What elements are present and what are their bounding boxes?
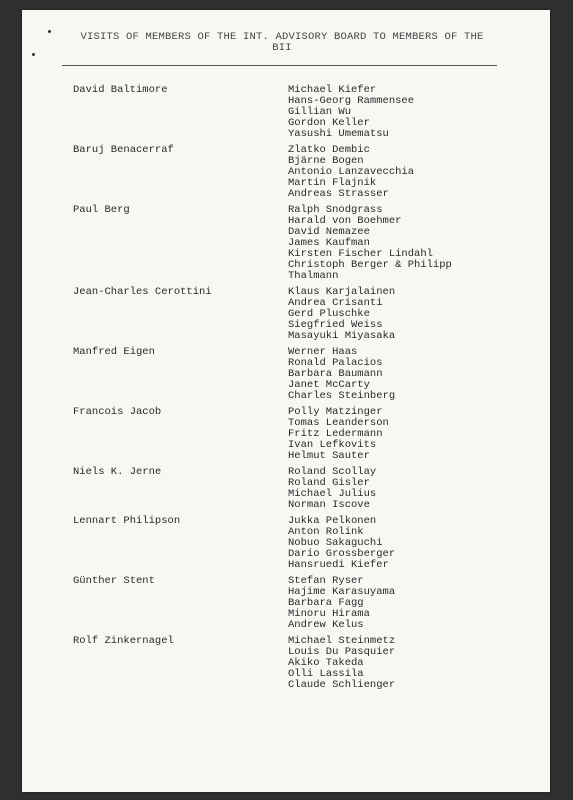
visitor-name: Yasushi Umematsu — [288, 128, 389, 140]
visitor-name: Siegfried Weiss — [288, 319, 383, 331]
visitor-name: Zlatko Dembic — [288, 144, 370, 156]
visitor-list — [288, 145, 550, 200]
board-member-name: Lennart Philipson — [73, 515, 181, 527]
visitor-list — [288, 516, 550, 571]
visitor-list — [288, 287, 550, 342]
visitor-name: Nobuo Sakaguchi — [288, 537, 383, 549]
visitor-name: Louis Du Pasquier — [288, 646, 396, 658]
visitor-name: Barbara Baumann — [288, 368, 383, 380]
board-member-entry — [22, 516, 550, 571]
visitor-name: Janet McCarty — [288, 379, 370, 391]
visitor-name: Michael Kiefer — [288, 84, 377, 96]
board-member-entry — [22, 205, 550, 282]
visitor-list — [288, 205, 550, 282]
visitor-list — [288, 576, 550, 631]
board-member-entry — [22, 576, 550, 631]
board-member-name: Manfred Eigen — [73, 346, 155, 358]
visitor-name: Gordon Keller — [288, 117, 370, 129]
visitor-name: Hajime Karasuyama — [288, 586, 396, 598]
visitor-name: Anton Rolink — [288, 526, 364, 538]
visitor-name: Martin Flajnik — [288, 177, 377, 189]
board-member-entry — [22, 145, 550, 200]
board-member-name: Paul Berg — [73, 204, 130, 216]
board-member-entry — [22, 85, 550, 140]
punch-mark — [32, 53, 35, 56]
visitor-name: Tomas Leanderson — [288, 417, 389, 429]
visitor-name: Barbara Fagg — [288, 597, 364, 609]
visitor-name: Hansruedi Kiefer — [288, 559, 389, 571]
visitor-name: Gillian Wu — [288, 106, 352, 118]
visitor-name: Werner Haas — [288, 346, 358, 358]
visitor-name: Ronald Palacios — [288, 357, 383, 369]
visitor-name: Hans-Georg Rammensee — [288, 95, 415, 107]
visitor-name: Andreas Strasser — [288, 188, 389, 200]
visitor-name: Christoph Berger & Philipp — [288, 259, 452, 271]
visits-list — [22, 85, 550, 696]
board-member-name: Jean-Charles Cerottini — [73, 286, 212, 298]
visitor-name: Claude Schlienger — [288, 679, 396, 691]
visitor-list — [288, 407, 550, 462]
visitor-name: Dario Grossberger — [288, 548, 396, 560]
visitor-name: Andrew Kelus — [288, 619, 364, 631]
visitor-name: Jukka Pelkonen — [288, 515, 377, 527]
board-member-entry — [22, 407, 550, 462]
visitor-name: Stefan Ryser — [288, 575, 364, 587]
visitor-name: Masayuki Miyasaka — [288, 330, 396, 342]
visitor-name: Akiko Takeda — [288, 657, 364, 669]
visitor-name: Bjärne Bogen — [288, 155, 364, 167]
board-member-name: David Baltimore — [73, 84, 168, 96]
visitor-name: Fritz Ledermann — [288, 428, 383, 440]
visitor-name: Olli Lassila — [288, 668, 364, 680]
visitor-name: Ralph Snodgrass — [288, 204, 383, 216]
board-member-entry — [22, 636, 550, 691]
visitor-name: Harald von Boehmer — [288, 215, 402, 227]
visitor-name: Andrea Crisanti — [288, 297, 383, 309]
visitor-name: Roland Scollay — [288, 466, 377, 478]
visitor-name: Antonio Lanzavecchia — [288, 166, 415, 178]
board-member-name: Niels K. Jerne — [73, 466, 162, 478]
visitor-name: Kirsten Fischer Lindahl — [288, 248, 433, 260]
visitor-name: Gerd Pluschke — [288, 308, 370, 320]
board-member-name: Rolf Zinkernagel — [73, 635, 174, 647]
visitor-name: Michael Julius — [288, 488, 377, 500]
visitor-list — [288, 85, 550, 140]
board-member-name: Francois Jacob — [73, 406, 162, 418]
visitor-name: Minoru Hirama — [288, 608, 370, 620]
board-member-name: Günther Stent — [73, 575, 155, 587]
visitor-name: Helmut Sauter — [288, 450, 370, 462]
document-page — [22, 10, 550, 792]
board-member-name: Baruj Benacerraf — [73, 144, 174, 156]
board-member-entry — [22, 347, 550, 402]
visitor-name: Roland Gisler — [288, 477, 370, 489]
visitor-name: Klaus Karjalainen — [288, 286, 396, 298]
visitor-name: David Nemazee — [288, 226, 370, 238]
visitor-name: Polly Matzinger — [288, 406, 383, 418]
visitor-list — [288, 636, 550, 691]
punch-mark — [48, 30, 51, 33]
visitor-name: Michael Steinmetz — [288, 635, 396, 647]
visitor-name: Norman Iscove — [288, 499, 370, 511]
visitor-name: Thalmann — [288, 270, 339, 282]
document-title: VISITS OF MEMBERS OF THE INT. ADVISORY BOARD TO MEMBERS OF THE BII — [80, 31, 484, 54]
title-underline — [62, 65, 497, 66]
visitor-name: Ivan Lefkovits — [288, 439, 377, 451]
visitor-name: James Kaufman — [288, 237, 370, 249]
board-member-entry — [22, 467, 550, 511]
visitor-name: Charles Steinberg — [288, 390, 396, 402]
visitor-list — [288, 467, 550, 511]
board-member-entry — [22, 287, 550, 342]
visitor-list — [288, 347, 550, 402]
